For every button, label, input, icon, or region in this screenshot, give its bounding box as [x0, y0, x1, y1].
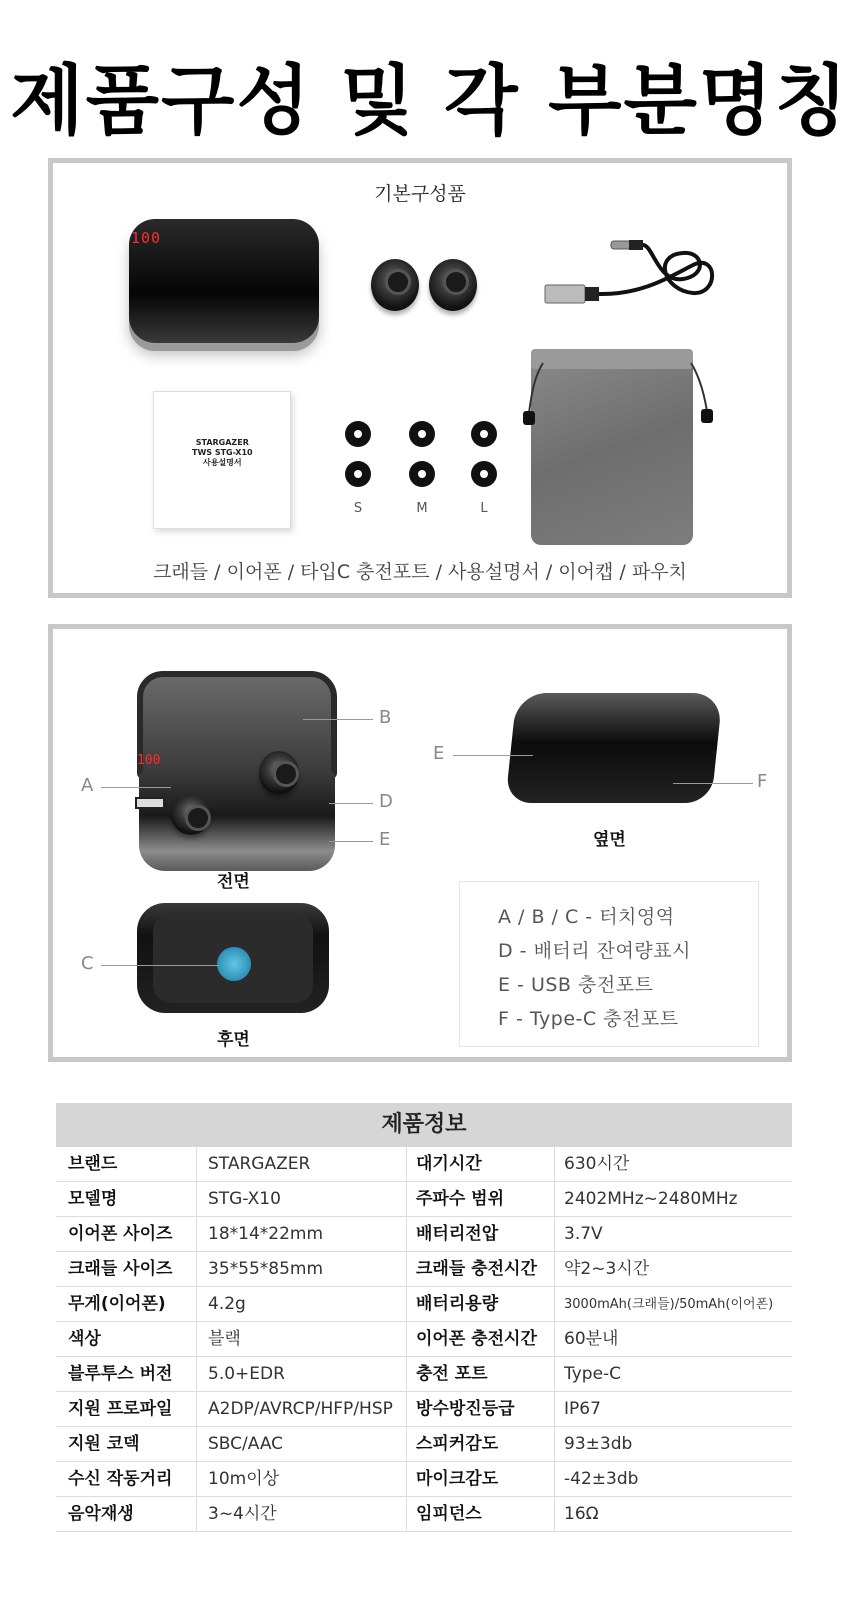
back-view-label: 후면 [217, 1030, 250, 1050]
page-title: 제품구성 및 각 부분명칭 [10, 56, 850, 145]
manual-title: 사용설명서 [202, 458, 242, 467]
table-row [56, 1252, 792, 1287]
spec-label: 지원 코덱 [68, 1434, 140, 1454]
spec-label: 색상 [68, 1329, 101, 1349]
table-row [56, 1462, 792, 1497]
cap-size-m: M [416, 501, 428, 516]
spec-value: 3~4시간 [208, 1504, 277, 1524]
table-row [56, 1427, 792, 1462]
spec-label: 충전 포트 [416, 1364, 488, 1384]
user-manual-image [153, 391, 291, 529]
usb-port [135, 797, 165, 809]
spec-label: 모델명 [68, 1189, 118, 1209]
earbud-left-image [371, 259, 419, 311]
ear-cap-m-1 [409, 421, 435, 447]
spec-label: 브랜드 [68, 1154, 118, 1174]
components-heading: 기본구성품 [374, 183, 466, 205]
cradle-battery-display: 100 [131, 229, 162, 247]
spec-label: 수신 작동거리 [68, 1469, 173, 1489]
label-c: C [81, 953, 94, 974]
spec-value: 10m이상 [208, 1469, 280, 1489]
earbud-right-image [429, 259, 477, 311]
spec-label: 무게(이어폰) [68, 1294, 166, 1314]
components-caption: 크래들 / 이어폰 / 타입C 충전포트 / 사용설명서 / 이어캡 / 파우치 [153, 561, 687, 583]
legend-item-usb: E - USB 충전포트 [498, 974, 654, 996]
spec-value: 5.0+EDR [208, 1364, 285, 1384]
pouch-cords-image [523, 359, 713, 429]
table-row [56, 1392, 792, 1427]
label-a: A [81, 775, 94, 796]
spec-value: 18*14*22mm [208, 1224, 324, 1244]
manual-brand: STARGAZER [195, 438, 249, 447]
spec-label: 블루투스 버전 [68, 1364, 173, 1384]
legend-item-typec: F - Type-C 충전포트 [498, 1008, 679, 1030]
pointer-line-c [101, 965, 219, 966]
spec-value: 2402MHz~2480MHz [564, 1189, 738, 1209]
spec-label: 마이크감도 [416, 1469, 499, 1489]
ear-cap-m-2 [409, 461, 435, 487]
spec-table-heading: 제품정보 [56, 1103, 792, 1147]
label-e-front: E [379, 829, 391, 850]
cradle-side-image [505, 693, 723, 803]
cap-size-s: S [353, 501, 363, 516]
ear-cap-l-2 [471, 461, 497, 487]
spec-label: 이어폰 사이즈 [68, 1224, 173, 1244]
spec-value: -42±3db [564, 1469, 639, 1489]
spec-value: 60분내 [564, 1329, 619, 1349]
spec-label: 방수방진등급 [416, 1399, 515, 1419]
label-b: B [379, 707, 392, 728]
parts-legend [459, 881, 759, 1047]
spec-value: IP67 [564, 1399, 601, 1419]
table-row [56, 1497, 792, 1532]
spec-value: 16Ω [564, 1504, 599, 1524]
spec-label: 크래들 충전시간 [416, 1259, 537, 1279]
spec-label: 임피던스 [416, 1504, 482, 1524]
table-row [56, 1147, 792, 1182]
spec-value: STARGAZER [208, 1154, 311, 1174]
spec-value: Type-C [564, 1364, 622, 1384]
pointer-line-b [303, 719, 373, 720]
ear-cap-s-1 [345, 421, 371, 447]
spec-label: 크래들 사이즈 [68, 1259, 173, 1279]
ear-cap-s-2 [345, 461, 371, 487]
spec-label: 배터리전압 [416, 1224, 499, 1244]
table-row [56, 1287, 792, 1322]
table-row [56, 1217, 792, 1252]
pointer-line-e-side [453, 755, 533, 756]
pointer-line-a [101, 787, 171, 788]
label-d: D [379, 791, 393, 812]
cradle-lid [137, 671, 337, 779]
spec-value: 약2~3시간 [564, 1259, 650, 1279]
spec-value: 630시간 [564, 1154, 630, 1174]
spec-label: 배터리용량 [416, 1294, 499, 1314]
spec-value: 35*55*85mm [208, 1259, 324, 1279]
label-e-side: E [433, 743, 445, 764]
usb-c-cable-image [543, 235, 723, 315]
battery-level-display: 100 [137, 753, 161, 768]
front-view-label: 전면 [217, 872, 250, 892]
fingerprint-icon [217, 947, 251, 981]
pointer-line-d [329, 803, 373, 804]
legend-item-touch: A / B / C - 터치영역 [498, 906, 675, 928]
spec-value: 3000mAh(크래들)/50mAh(이어폰) [564, 1297, 774, 1312]
cap-size-l: L [480, 501, 488, 516]
parts-panel [48, 624, 792, 1062]
spec-value: STG-X10 [208, 1189, 281, 1209]
components-panel [48, 158, 792, 598]
manual-model: TWS STG-X10 [192, 448, 253, 457]
spec-value: 3.7V [564, 1224, 603, 1244]
spec-value: SBC/AAC [208, 1434, 284, 1454]
table-row [56, 1182, 792, 1217]
spec-value: A2DP/AVRCP/HFP/HSP [208, 1399, 393, 1419]
table-row [56, 1357, 792, 1392]
spec-label: 대기시간 [416, 1154, 482, 1174]
spec-label: 음악재생 [68, 1504, 134, 1524]
cradle-front-open-image [137, 671, 337, 867]
cradle-base [139, 771, 335, 871]
table-row [56, 1322, 792, 1357]
spec-label: 스피커감도 [416, 1434, 499, 1454]
ear-cap-l-1 [471, 421, 497, 447]
spec-label: 주파수 범위 [416, 1189, 505, 1209]
spec-value: 블랙 [208, 1329, 241, 1349]
label-f: F [757, 771, 768, 792]
legend-item-battery: D - 배터리 잔여량표시 [498, 940, 691, 962]
spec-label: 이어폰 충전시간 [416, 1329, 537, 1349]
spec-value: 93±3db [564, 1434, 633, 1454]
side-view-label: 옆면 [593, 830, 626, 850]
pointer-line-f [673, 783, 753, 784]
earbud-in-case-left [171, 795, 211, 835]
pointer-line-e-front [329, 841, 373, 842]
earbud-in-case-right [259, 751, 299, 795]
spec-value: 4.2g [208, 1294, 246, 1314]
spec-label: 지원 프로파일 [68, 1399, 173, 1419]
